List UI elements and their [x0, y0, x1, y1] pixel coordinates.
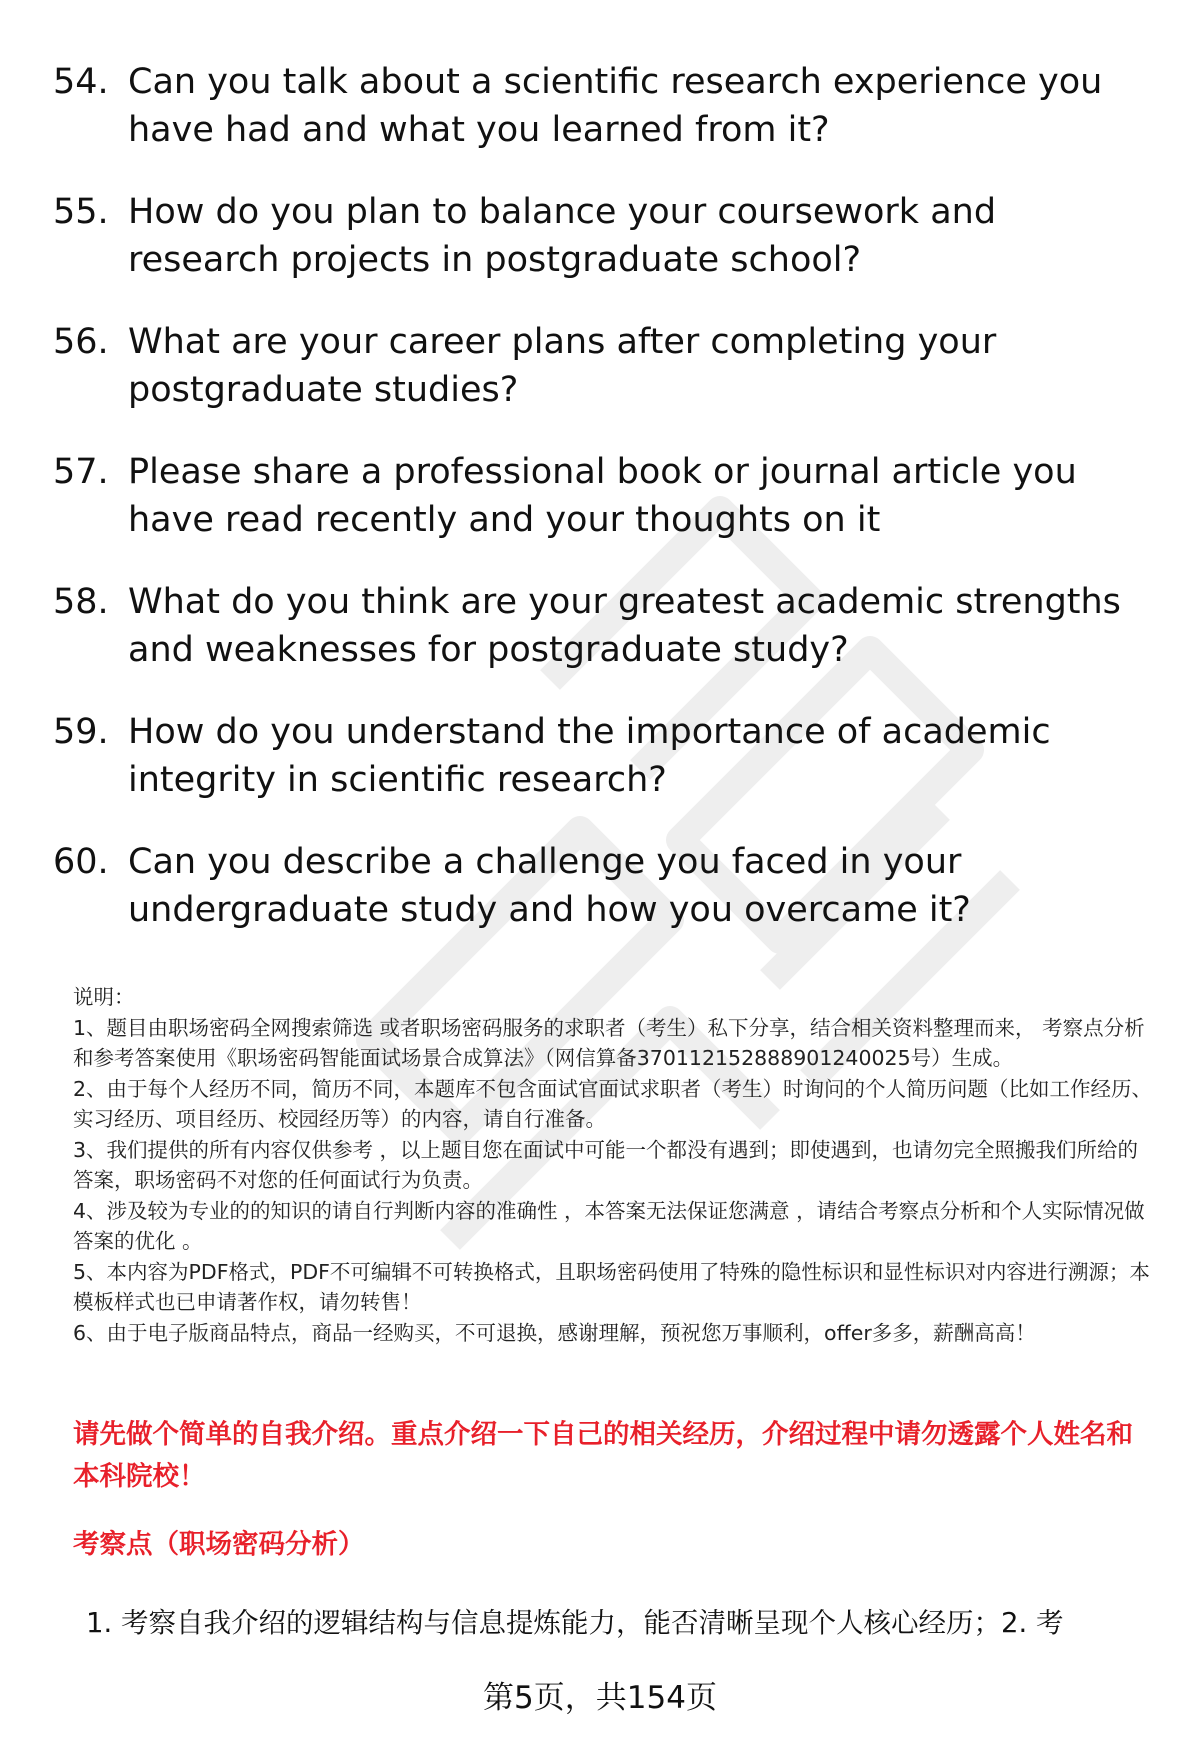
question-number: 54.: [53, 62, 109, 102]
question-item-57: [53, 448, 1153, 544]
question-item-54: [53, 58, 1153, 154]
analysis-heading: 考察点（职场密码分析）: [73, 1529, 365, 1560]
note-item: 1、题目由职场密码全网搜索筛选 或者职场密码服务的求职者（考生）私下分享，结合相关资料整理而来， 考察点分析和参考答案使用《职场密码智能面试场景合成算法》（网信算备370112152888901240025号）生成。: [73, 1015, 1145, 1070]
question-text: What are your career plans after completing your postgraduate studies?: [128, 322, 997, 410]
question-text: What do you think are your greatest academic strengths and weaknesses for postgraduate study?: [128, 582, 1121, 670]
question-item-55: [53, 188, 1153, 284]
page-number-footer: 第5页，共154页: [483, 1680, 717, 1716]
note-item: 6、由于电子版商品特点，商品一经购买，不可退换，感谢理解，预祝您万事顺利，offer多多，薪酬高高！: [73, 1320, 1036, 1345]
question-list: [53, 58, 1153, 968]
note-item: 2、由于每个人经历不同，简历不同，本题库不包含面试官面试求职者（考生）时询问的个人简历问题（比如工作经历、实习经历、项目经历、校园经历等）的内容，请自行准备。: [73, 1076, 1153, 1131]
question-text: Please share a professional book or journal article you have read recently and your thoughts on it: [128, 452, 1077, 540]
question-number: 55.: [53, 192, 109, 232]
question-number: 57.: [53, 452, 109, 492]
note-item: 3、我们提供的所有内容仅供参考 ，以上题目您在面试中可能一个都没有遇到；即使遇到，也请勿完全照搬我们所给的答案，职场密码不对您的任何面试行为负责。: [73, 1137, 1139, 1192]
notes-section: [73, 982, 1153, 1348]
question-text: Can you describe a challenge you faced in your undergraduate study and how you overcame it?: [128, 842, 971, 930]
question-text: How do you plan to balance your coursework and research projects in postgraduate school?: [128, 192, 997, 280]
question-number: 58.: [53, 582, 109, 622]
question-item-60: [53, 838, 1153, 934]
question-item-56: [53, 318, 1153, 414]
question-item-59: [53, 708, 1153, 804]
question-number: 59.: [53, 712, 109, 752]
question-number: 56.: [53, 322, 109, 362]
note-item: 4、涉及较为专业的的知识的请自行判断内容的准确性 ，本答案无法保证您满意 ，请结合考察点分析和个人实际情况做答案的优化 。: [73, 1198, 1145, 1253]
interview-question-heading: 请先做个简单的自我介绍。重点介绍一下自己的相关经历，介绍过程中请勿透露个人姓名和本科院校！: [73, 1419, 1133, 1492]
notes-title: 说明：: [73, 985, 135, 1009]
question-item-58: [53, 578, 1153, 674]
analysis-text: 1. 考察自我介绍的逻辑结构与信息提炼能力，能否清晰呈现个人核心经历；2. 考: [86, 1607, 1064, 1639]
question-text: How do you understand the importance of academic integrity in scientific research?: [128, 712, 1051, 800]
note-item: 5、本内容为PDF格式，PDF不可编辑不可转换格式，且职场密码使用了特殊的隐性标识和显性标识对内容进行溯源；本模板样式也已申请著作权，请勿转售！: [73, 1259, 1150, 1314]
question-number: 60.: [53, 842, 109, 882]
question-text: Can you talk about a scientific research experience you have had and what you learned from it?: [128, 62, 1103, 150]
